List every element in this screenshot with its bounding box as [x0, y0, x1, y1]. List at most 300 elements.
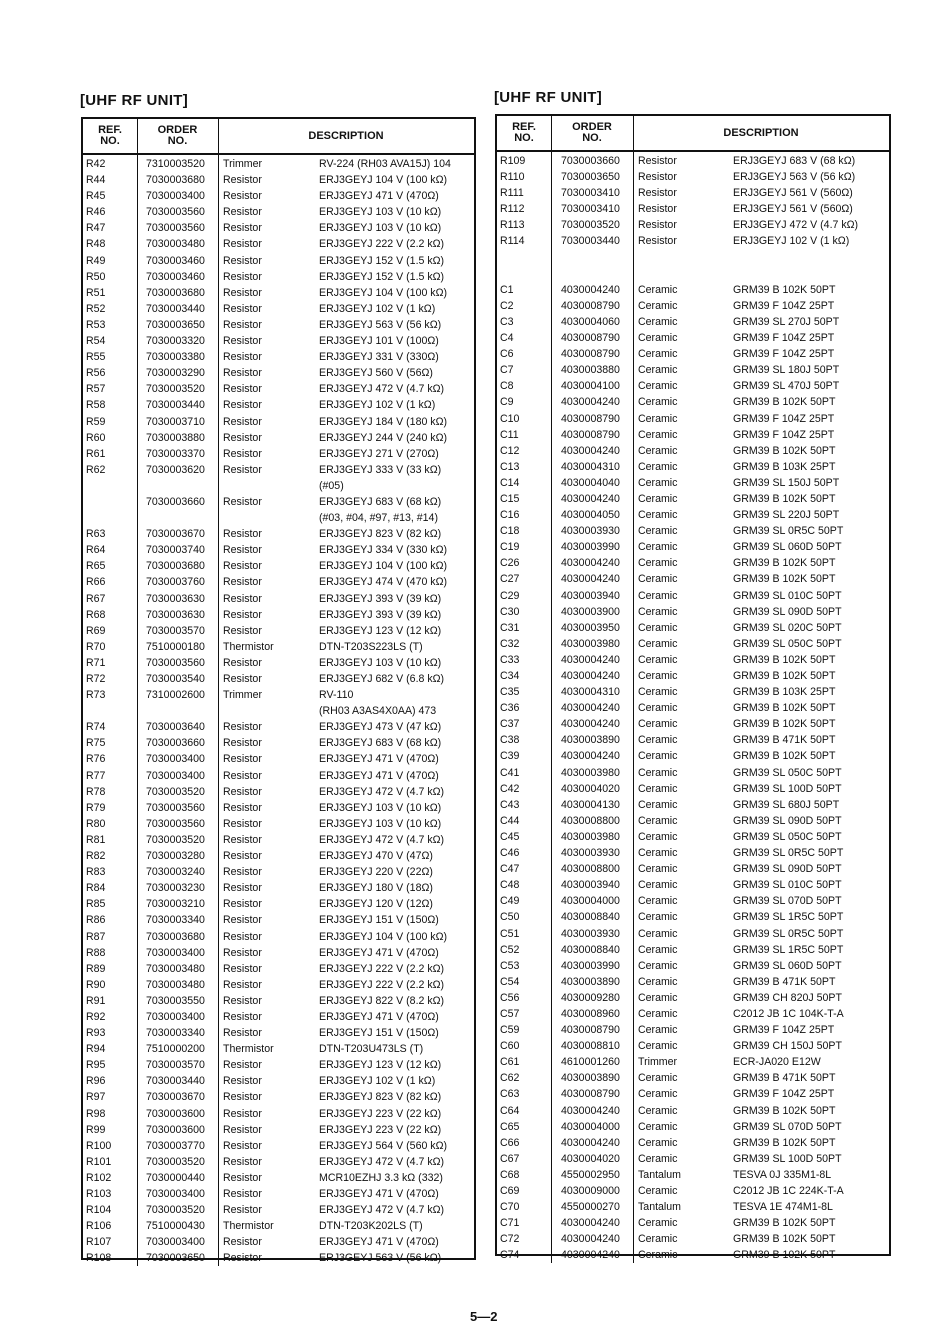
- part-type: Resistor: [223, 737, 262, 750]
- part-type: Resistor: [223, 1139, 262, 1152]
- order-no: 4550000270: [561, 1201, 620, 1214]
- order-no: 4030004240: [561, 1249, 620, 1262]
- table-row: [497, 427, 889, 443]
- order-no: 7510000430: [146, 1220, 205, 1233]
- ref-no: R70: [86, 640, 106, 653]
- table-row: [83, 929, 474, 945]
- ref-no: R99: [86, 1123, 106, 1136]
- ref-no: C41: [500, 766, 520, 779]
- ref-no: R90: [86, 978, 106, 991]
- part-type: Resistor: [638, 219, 677, 232]
- part-type: Resistor: [223, 592, 262, 605]
- table-row: [497, 813, 889, 829]
- table-row: [497, 475, 889, 491]
- part-type: Ceramic: [638, 718, 678, 731]
- ref-no: R104: [86, 1204, 112, 1217]
- table-row: [83, 1025, 474, 1041]
- ref-no: C43: [500, 798, 520, 811]
- part-description: ERJ3GEYJ 474 V (470 kΩ): [319, 576, 448, 589]
- part-description: ERJ3GEYJ 184 V (180 kΩ): [319, 415, 448, 428]
- part-description: ERJ3GEYJ 102 V (1 kΩ): [319, 1075, 436, 1088]
- ref-no: C54: [500, 975, 520, 988]
- part-type: Resistor: [223, 673, 262, 685]
- order-no: 4030004020: [561, 1152, 620, 1165]
- part-description: RV-110: [319, 689, 354, 702]
- part-type: Resistor: [223, 656, 262, 669]
- table-row: [83, 655, 474, 671]
- ref-no: R112: [500, 203, 525, 216]
- table-row: [497, 732, 889, 748]
- ref-no: C50: [500, 911, 520, 924]
- ref-no: R111: [500, 187, 524, 200]
- order-no: 4030008790: [561, 428, 620, 441]
- part-description: (#05): [319, 479, 344, 492]
- ref-no: R49: [86, 254, 106, 267]
- ref-no: C70: [500, 1201, 520, 1214]
- table-row: [497, 797, 889, 813]
- part-type: Resistor: [638, 187, 677, 200]
- ref-no: C53: [500, 959, 520, 972]
- right-parts-table: [495, 114, 891, 1262]
- part-type: Resistor: [223, 753, 262, 766]
- part-type: Ceramic: [638, 1217, 678, 1230]
- ref-no: R79: [86, 801, 106, 814]
- ref-no: R58: [86, 399, 106, 412]
- part-type: Ceramic: [638, 670, 678, 682]
- order-no: 7030003370: [146, 447, 205, 460]
- part-type: Resistor: [223, 882, 262, 895]
- order-no: 7030003320: [146, 335, 205, 348]
- order-no: 4030003900: [561, 605, 620, 618]
- ref-no: R54: [86, 335, 106, 348]
- order-no: 7030003680: [146, 174, 205, 187]
- order-no: 4030004240: [561, 1136, 620, 1149]
- part-description: GRM39 B 102K 50PT: [733, 1136, 836, 1149]
- ref-no: R78: [86, 785, 106, 798]
- ref-no: C4: [500, 332, 514, 345]
- part-description: ERJ3GEYJ 334 V (330 kΩ): [319, 544, 448, 557]
- ref-no: R56: [86, 367, 106, 380]
- part-type: Resistor: [223, 528, 262, 541]
- ref-no: R113: [500, 219, 525, 232]
- ref-no: C12: [500, 444, 520, 457]
- order-no: 4030008840: [561, 911, 620, 924]
- part-description: ERJ3GEYJ 104 V (100 kΩ): [319, 286, 448, 299]
- order-no: 4030009280: [561, 991, 620, 1004]
- part-type: Ceramic: [638, 782, 678, 795]
- order-no: 7310003520: [146, 158, 205, 170]
- order-no: 7030003410: [561, 203, 620, 216]
- order-no-header: ORDER NO.: [157, 124, 198, 147]
- part-description: ERJ3GEYJ 471 V (470Ω): [319, 753, 439, 766]
- ref-no: C27: [500, 573, 520, 586]
- table-row: [497, 1054, 889, 1070]
- part-description: ERJ3GEYJ 393 V (39 kΩ): [319, 592, 442, 605]
- part-type: Ceramic: [638, 653, 678, 666]
- order-no: 4030003890: [561, 734, 620, 747]
- table-row: [83, 188, 474, 204]
- part-type: Ceramic: [638, 380, 678, 393]
- part-type: Ceramic: [638, 509, 678, 522]
- order-no: 4030008790: [561, 1088, 620, 1101]
- table-row: [497, 443, 889, 459]
- part-type: Resistor: [223, 351, 262, 364]
- order-no: 7030003560: [146, 801, 205, 814]
- ref-no: C59: [500, 1024, 520, 1037]
- ref-no: R100: [86, 1139, 112, 1152]
- ref-no: C9: [500, 396, 514, 409]
- order-no: 4030004240: [561, 750, 620, 763]
- order-no: 7310002600: [146, 689, 205, 702]
- ref-no: C18: [500, 525, 520, 538]
- order-no: 7030003400: [146, 769, 205, 782]
- table-row: [83, 687, 474, 703]
- part-description: GRM39 SL 0R5C 50PT: [733, 525, 844, 538]
- table-row: [83, 719, 474, 735]
- part-description: GRM39 SL 680J 50PT: [733, 798, 840, 811]
- order-no: 7030003400: [146, 1188, 205, 1200]
- part-description: GRM39 F 104Z 25PT: [733, 1088, 835, 1101]
- ref-no: R73: [86, 689, 106, 702]
- table-row: [497, 1167, 889, 1183]
- ref-no: C8: [500, 380, 514, 393]
- description-header: DESCRIPTION: [723, 126, 799, 139]
- ref-no: R53: [86, 318, 106, 331]
- part-type: Ceramic: [638, 702, 678, 715]
- part-type: Ceramic: [638, 750, 678, 763]
- part-description: GRM39 F 104Z 25PT: [733, 1024, 835, 1037]
- part-type: Ceramic: [638, 1249, 678, 1262]
- ref-no: C14: [500, 476, 520, 489]
- part-type: Resistor: [223, 898, 262, 911]
- ref-no: R106: [86, 1220, 112, 1233]
- part-type: Ceramic: [638, 847, 678, 860]
- part-description: ERJ3GEYJ 244 V (240 kΩ): [319, 431, 448, 444]
- table-row: [497, 555, 889, 571]
- part-description: ERJ3GEYJ 103 V (10 kΩ): [319, 656, 442, 669]
- part-type: Ceramic: [638, 299, 678, 312]
- part-type: Resistor: [223, 1027, 262, 1040]
- table-row: [497, 1183, 889, 1199]
- table-row: [497, 491, 889, 507]
- ref-no: R101: [86, 1155, 112, 1168]
- ref-no: R98: [86, 1107, 106, 1120]
- part-description: ERJ3GEYJ 103 V (10 kΩ): [319, 222, 442, 235]
- order-no: 4030003930: [561, 927, 620, 940]
- table-row: [83, 204, 474, 220]
- ref-no: R69: [86, 624, 106, 637]
- part-type: Trimmer: [223, 689, 263, 702]
- order-no: 4030003930: [561, 525, 620, 538]
- part-description: GRM39 SL 050C 50PT: [733, 766, 842, 779]
- part-type: Thermistor: [223, 1220, 274, 1233]
- part-description: ERJ3GEYJ 472 V (4.7 kΩ): [319, 383, 445, 396]
- part-description: GRM39 SL 1R5C 50PT: [733, 943, 844, 956]
- part-description: ERJ3GEYJ 223 V (22 kΩ): [319, 1107, 442, 1120]
- part-type: Resistor: [223, 1204, 262, 1217]
- part-description: TESVA 1E 474M1-8L: [733, 1201, 833, 1214]
- ref-no: C47: [500, 863, 520, 876]
- part-description: ERJ3GEYJ 473 V (47 kΩ): [319, 721, 442, 734]
- part-type: Ceramic: [638, 734, 678, 747]
- ref-no: C1: [500, 283, 514, 296]
- part-description: GRM39 B 471K 50PT: [733, 1072, 836, 1085]
- order-no: 4030004050: [561, 509, 620, 522]
- part-description: GRM39 SL 060D 50PT: [733, 541, 842, 554]
- ref-no-header: REF. NO.: [98, 124, 122, 147]
- part-description: GRM39 SL 100D 50PT: [733, 782, 842, 795]
- ref-no: C30: [500, 605, 520, 618]
- part-type: Ceramic: [638, 364, 678, 377]
- ref-no: R50: [86, 270, 106, 283]
- part-description: GRM39 F 104Z 25PT: [733, 332, 835, 345]
- part-type: Ceramic: [638, 412, 678, 425]
- part-type: Resistor: [223, 624, 262, 637]
- order-no: 7510000200: [146, 1043, 205, 1056]
- part-description: GRM39 B 102K 50PT: [733, 444, 836, 457]
- order-no: 4030004240: [561, 1104, 620, 1117]
- part-description: ERJ3GEYJ 470 V (47Ω): [319, 850, 433, 863]
- left-parts-table: [81, 117, 476, 1265]
- part-description: GRM39 B 102K 50PT: [733, 283, 836, 296]
- part-type: Ceramic: [638, 1007, 678, 1020]
- part-description: GRM39 F 104Z 25PT: [733, 299, 835, 312]
- order-no: 7030003630: [146, 592, 205, 605]
- part-description: ERJ3GEYJ 683 V (68 kΩ): [319, 495, 442, 508]
- part-type: Ceramic: [638, 621, 678, 634]
- order-no: 4030008790: [561, 299, 620, 312]
- part-type: Ceramic: [638, 1088, 678, 1101]
- part-type: Resistor: [223, 190, 262, 203]
- part-description: ERJ3GEYJ 102 V (1 kΩ): [319, 302, 436, 315]
- ref-no: R83: [86, 866, 106, 879]
- part-description: ERJ3GEYJ 123 V (12 kΩ): [319, 624, 442, 637]
- order-no: 7030003880: [146, 431, 205, 444]
- table-row: [83, 365, 474, 381]
- ref-no: C74: [500, 1249, 520, 1262]
- part-description: GRM39 SL 0R5C 50PT: [733, 927, 844, 940]
- ref-no: R71: [86, 656, 106, 669]
- order-no: 7030003680: [146, 930, 205, 943]
- table-row: [497, 250, 889, 266]
- order-no: 7030003660: [146, 495, 205, 508]
- part-type: Resistor: [223, 544, 262, 557]
- ref-no: R77: [86, 769, 106, 782]
- table-row: [497, 684, 889, 700]
- order-no: 4030008960: [561, 1007, 620, 1020]
- part-description: ERJ3GEYJ 151 V (150Ω): [319, 1027, 439, 1040]
- ref-no: R42: [86, 158, 106, 170]
- ref-no: C66: [500, 1136, 520, 1149]
- part-type: Resistor: [223, 801, 262, 814]
- table-row: [83, 317, 474, 333]
- part-description: ERJ3GEYJ 471 V (470Ω): [319, 769, 439, 782]
- order-no: 7030003560: [146, 222, 205, 235]
- ref-no: C29: [500, 589, 520, 602]
- order-no: 4030003980: [561, 766, 620, 779]
- part-description: GRM39 B 102K 50PT: [733, 557, 836, 570]
- part-description: GRM39 B 102K 50PT: [733, 750, 836, 763]
- part-description: (#03, #04, #97, #13, #14): [319, 512, 438, 525]
- ref-no: R114: [500, 235, 525, 248]
- order-no: 4030003940: [561, 589, 620, 602]
- ref-no: C33: [500, 653, 520, 666]
- part-description: GRM39 B 102K 50PT: [733, 718, 836, 731]
- ref-no: R89: [86, 962, 106, 975]
- table-row: [497, 909, 889, 925]
- part-description: ERJ3GEYJ 102 V (1 kΩ): [319, 399, 436, 412]
- ref-no: C64: [500, 1104, 520, 1117]
- part-type: Resistor: [223, 1123, 262, 1136]
- order-no-header: ORDER NO.: [572, 121, 612, 144]
- part-description: GRM39 SL 220J 50PT: [733, 509, 840, 522]
- table-row: [83, 510, 474, 526]
- part-description: RV-224 (RH03 AVA15J) 104: [319, 158, 451, 170]
- table-row: [497, 153, 889, 169]
- order-no: 4030004240: [561, 444, 620, 457]
- table-row: [497, 507, 889, 523]
- table-row: [83, 735, 474, 751]
- table-header: [497, 116, 889, 152]
- part-type: Resistor: [223, 447, 262, 460]
- table-row: [497, 958, 889, 974]
- table-row: [83, 768, 474, 784]
- ref-no: R59: [86, 415, 106, 428]
- part-description: ERJ3GEYJ 471 V (470Ω): [319, 1010, 439, 1023]
- ref-no: C16: [500, 509, 520, 522]
- order-no: 4030004240: [561, 1217, 620, 1230]
- part-type: Ceramic: [638, 315, 678, 328]
- table-row: [497, 990, 889, 1006]
- part-type: Resistor: [223, 335, 262, 348]
- order-no: 4030008790: [561, 332, 620, 345]
- ref-no: C15: [500, 492, 520, 505]
- part-description: GRM39 SL 270J 50PT: [733, 315, 840, 328]
- part-type: Ceramic: [638, 766, 678, 779]
- order-no: 4030008840: [561, 943, 620, 956]
- part-type: Resistor: [223, 866, 262, 879]
- order-no: 4030003990: [561, 959, 620, 972]
- ref-no: C45: [500, 830, 520, 843]
- order-no: 7030003560: [146, 656, 205, 669]
- table-row: [497, 861, 889, 877]
- table-row: [497, 539, 889, 555]
- table-row: [83, 703, 474, 719]
- table-row: [83, 671, 474, 687]
- part-description: ERJ3GEYJ 180 V (18Ω): [319, 882, 433, 895]
- ref-no: C11: [500, 428, 519, 441]
- part-type: Ceramic: [638, 911, 678, 924]
- order-no: 7030003400: [146, 1010, 205, 1023]
- part-description: ERJ3GEYJ 471 V (470Ω): [319, 1188, 439, 1200]
- part-type: Ceramic: [638, 605, 678, 618]
- order-no: 7030003520: [146, 1204, 205, 1217]
- part-type: Resistor: [223, 1236, 262, 1249]
- part-type: Ceramic: [638, 541, 678, 554]
- table-row: [497, 716, 889, 732]
- ref-no: R108: [86, 1252, 112, 1265]
- table-row: [83, 269, 474, 285]
- part-description: ERJ3GEYJ 104 V (100 kΩ): [319, 560, 448, 573]
- order-no: 4030003930: [561, 847, 620, 860]
- ref-no: C3: [500, 315, 514, 328]
- part-description: ERJ3GEYJ 222 V (2.2 kΩ): [319, 978, 445, 991]
- ref-no: R74: [86, 721, 106, 734]
- part-description: ECR-JA020 E12W: [733, 1056, 821, 1069]
- part-description: ERJ3GEYJ 561 V (560Ω): [733, 187, 853, 200]
- table-row: [497, 233, 889, 249]
- ref-no: C62: [500, 1072, 520, 1085]
- part-type: Resistor: [223, 930, 262, 943]
- order-no: 7030003650: [146, 1252, 205, 1265]
- part-description: ERJ3GEYJ 152 V (1.5 kΩ): [319, 270, 445, 283]
- order-no: 4030008800: [561, 814, 620, 827]
- order-no: 7030003710: [146, 415, 205, 428]
- table-row: [83, 253, 474, 269]
- order-no: 7030003600: [146, 1107, 205, 1120]
- part-description: ERJ3GEYJ 823 V (82 kΩ): [319, 1091, 442, 1104]
- part-type: Ceramic: [638, 1040, 678, 1053]
- table-row: [497, 700, 889, 716]
- order-no: 4030004000: [561, 895, 620, 908]
- ref-no: R102: [86, 1171, 112, 1184]
- part-type: Resistor: [223, 1059, 262, 1072]
- ref-no: R46: [86, 206, 106, 219]
- order-no: 7030003550: [146, 994, 205, 1007]
- part-description: GRM39 B 102K 50PT: [733, 653, 836, 666]
- order-no: 4550002950: [561, 1168, 620, 1181]
- ref-no: C44: [500, 814, 520, 827]
- table-row: [497, 282, 889, 298]
- ref-no: R62: [86, 463, 106, 476]
- ref-no: R63: [86, 528, 106, 541]
- part-type: Ceramic: [638, 1120, 678, 1133]
- part-type: Ceramic: [638, 396, 678, 409]
- part-description: ERJ3GEYJ 561 V (560Ω): [733, 203, 853, 216]
- order-no: 7030000440: [146, 1171, 205, 1184]
- table-row: [83, 478, 474, 494]
- table-row: [83, 333, 474, 349]
- table-row: [83, 896, 474, 912]
- ref-no: R88: [86, 946, 106, 959]
- part-type: Resistor: [223, 1010, 262, 1023]
- ref-no: R95: [86, 1059, 106, 1072]
- part-type: Ceramic: [638, 637, 678, 650]
- order-no: 7030003340: [146, 1027, 205, 1040]
- ref-no: C7: [500, 364, 514, 377]
- table-row: [83, 751, 474, 767]
- order-no: 7030003680: [146, 286, 205, 299]
- ref-no: C38: [500, 734, 520, 747]
- table-row: [83, 607, 474, 623]
- ref-no: C51: [500, 927, 520, 940]
- table-row: [83, 397, 474, 413]
- order-no: 7030003460: [146, 254, 205, 267]
- part-description: GRM39 CH 150J 50PT: [733, 1040, 842, 1053]
- part-type: Resistor: [223, 495, 262, 508]
- part-type: Resistor: [223, 817, 262, 830]
- part-type: Resistor: [223, 850, 262, 863]
- order-no: 4030003980: [561, 637, 620, 650]
- order-no: 4030004240: [561, 718, 620, 731]
- ref-no: C71: [500, 1217, 520, 1230]
- order-no: 7030003640: [146, 721, 205, 734]
- table-row: [497, 523, 889, 539]
- order-no: 7030003340: [146, 914, 205, 927]
- part-type: Resistor: [223, 914, 262, 927]
- ref-no: R60: [86, 431, 106, 444]
- table-row: [497, 1038, 889, 1054]
